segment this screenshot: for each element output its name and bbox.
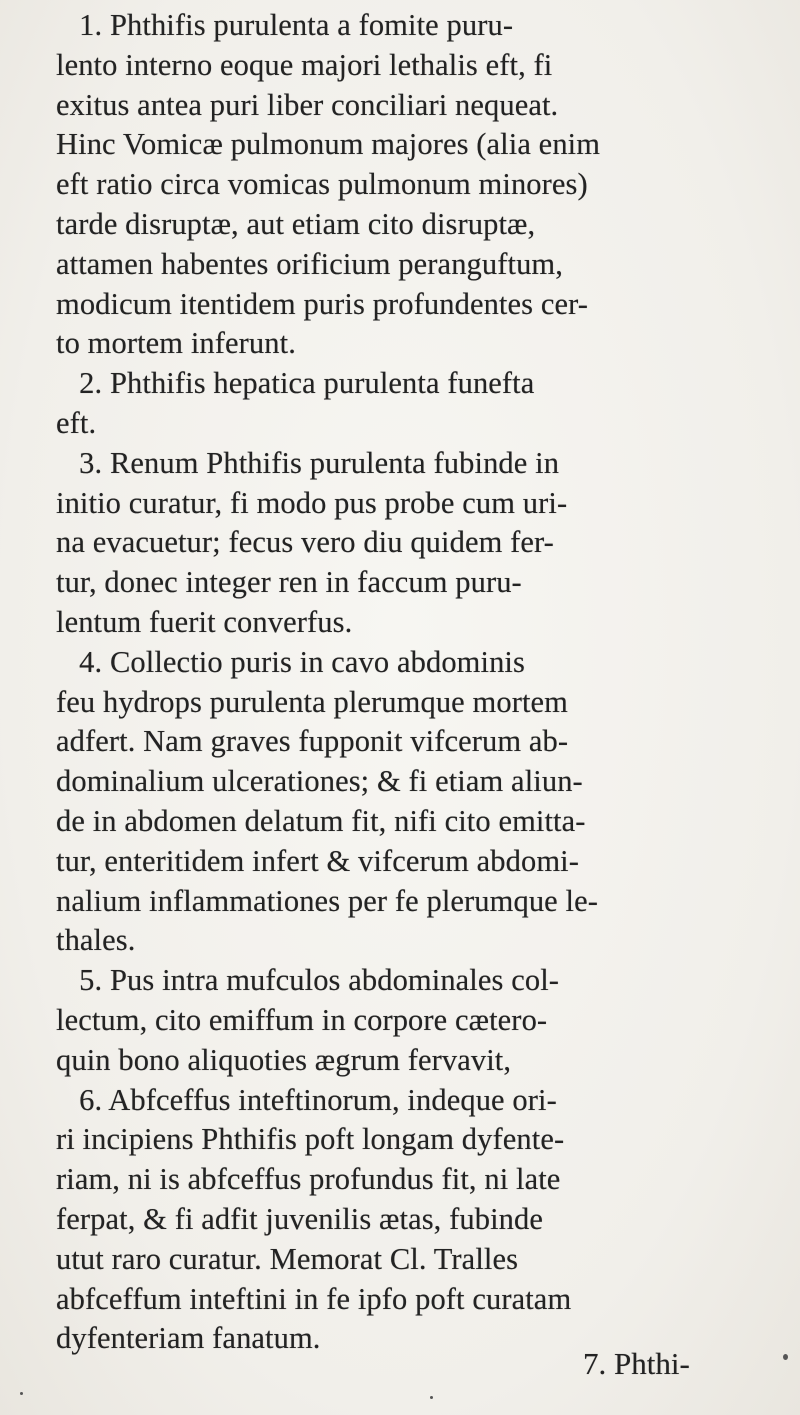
text-line: utut raro curatur. Memorat Cl. Tralles	[56, 1241, 519, 1276]
text-line: initio curatur, fi modo pus probe cum uri-	[56, 485, 568, 520]
text-line: dominalium ulcerationes; & fi etiam aliun-	[56, 764, 583, 799]
text-line: modicum itentidem puris profundentes cer-	[56, 286, 589, 321]
text-line: dyfenteriam fanatum.	[56, 1321, 321, 1356]
text-line: tarde disruptæ, aut etiam cito disruptæ,	[56, 206, 536, 241]
catchword: 7. Phthi-	[583, 1346, 690, 1381]
text-line: abfceffum inteftini in fe ipfo poft curatam	[56, 1281, 572, 1316]
text-line: 2. Phthifis hepatica purulenta funefta	[56, 366, 535, 401]
body-text	[56, 6, 796, 1359]
text-line: lectum, cito emiffum in corpore cætero-	[56, 1002, 548, 1037]
text-line: eft.	[56, 405, 97, 440]
ink-speck	[20, 1392, 23, 1395]
text-line: 3. Renum Phthifis purulenta fubinde in	[56, 445, 560, 480]
text-line: lento interno eoque majori lethalis eft, fi	[56, 47, 553, 82]
text-line: 6. Abfceffus inteftinorum, indeque ori-	[56, 1082, 557, 1117]
text-line: tur, donec integer ren in faccum puru-	[56, 565, 522, 600]
text-line: nalium inflammationes per fe plerumque le-	[56, 883, 599, 918]
text-line: 1. Phthifis purulenta a fomite puru-	[56, 8, 514, 42]
text-line: 4. Collectio puris in cavo abdominis	[56, 644, 525, 679]
text-line: de in abdomen delatum fit, nifi cito emitta-	[56, 803, 586, 838]
text-line: lentum fuerit converfus.	[56, 604, 353, 639]
text-line: adfert. Nam graves fupponit vifcerum ab-	[56, 724, 569, 759]
ink-speck	[783, 1354, 788, 1360]
text-line: Hinc Vomicæ pulmonum majores (alia enim	[56, 127, 601, 162]
text-line: attamen habentes orificium peranguftum,	[56, 246, 563, 281]
text-line: na evacuetur; fecus vero diu quidem fer-	[56, 525, 554, 560]
text-line: 5. Pus intra mufculos abdominales col-	[56, 963, 560, 998]
text-line: quin bono aliquoties ægrum fervavit,	[56, 1042, 512, 1077]
text-line: tur, enteritidem infert & vifcerum abdomi-	[56, 843, 579, 878]
ink-speck	[430, 1396, 433, 1399]
text-line: ferpat, & fi adfit juvenilis ætas, fubinde	[56, 1201, 544, 1236]
text-line: to mortem inferunt.	[56, 326, 296, 361]
text-line: feu hydrops purulenta plerumque mortem	[56, 684, 568, 719]
text-line: eft ratio circa vomicas pulmonum minores)	[56, 167, 588, 202]
text-line: exitus antea puri liber conciliari nequeat.	[56, 87, 559, 122]
text-line: ri incipiens Phthifis poft longam dyfente-	[56, 1122, 565, 1157]
text-line: riam, ni is abfceffus profundus fit, ni late	[56, 1162, 561, 1197]
text-line: thales.	[56, 923, 136, 958]
